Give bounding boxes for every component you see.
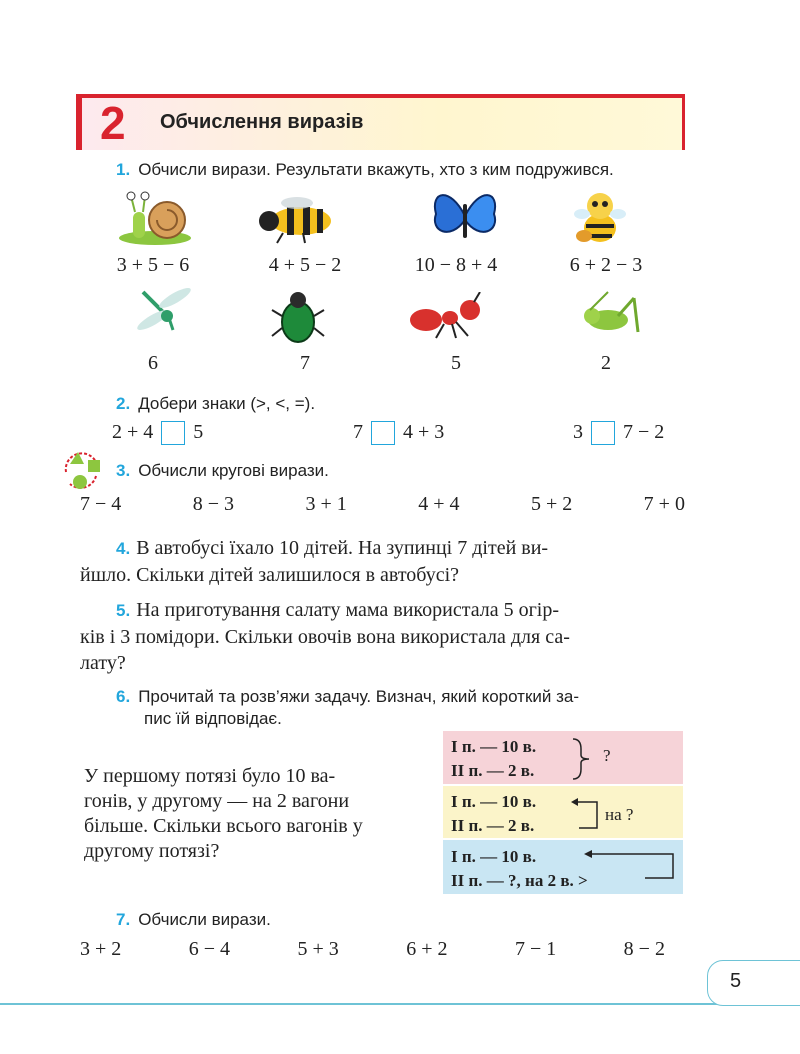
record-line: І п. — 10 в. xyxy=(451,792,537,811)
expression: 8 − 3 xyxy=(192,493,235,515)
problem-text: лату? xyxy=(80,652,126,674)
expression: 7 − 1 xyxy=(514,938,557,960)
dragonfly-icon xyxy=(133,284,197,334)
task-text: Добери знаки (>, <, =). xyxy=(138,394,316,413)
task-number: 2. xyxy=(116,394,131,413)
task-text: Прочитай та розв’яжи задачу. Визнач, який короткий за- xyxy=(138,687,580,706)
task-2-instruction xyxy=(116,394,315,414)
expression: 4 + 5 − 2 xyxy=(268,254,342,276)
circular-expressions-row xyxy=(80,493,685,516)
problem-line: У першому потязі було 10 ва- xyxy=(84,765,336,787)
record-line: ІІ п. — 2 в. xyxy=(451,816,535,835)
arrow-bracket-icon xyxy=(569,792,603,836)
problem-line: більше. Скільки всього вагонів у xyxy=(84,815,363,837)
problem-line: другому потязі? xyxy=(84,840,220,862)
page-number: 5 xyxy=(730,970,742,992)
sign-input-box[interactable] xyxy=(371,421,395,445)
expression: 5 + 3 xyxy=(297,938,339,960)
expression: 7 − 4 xyxy=(80,493,122,515)
task-text: Обчисли вирази. xyxy=(138,910,271,929)
task-text: пис їй відповідає. xyxy=(144,709,282,728)
task-number: 6. xyxy=(116,687,131,706)
lesson-title: Обчислення виразів xyxy=(160,111,364,133)
result: 6 xyxy=(148,352,158,374)
snail-icon xyxy=(115,190,195,248)
comparison-item xyxy=(353,421,444,445)
comparison-right: 4 + 3 xyxy=(403,421,445,443)
comparison-left: 3 xyxy=(573,421,583,443)
task-number: 1. xyxy=(116,160,131,179)
sign-input-box[interactable] xyxy=(591,421,615,445)
record-line: ІІ п. — ?, на 2 в. > xyxy=(451,871,588,890)
record-line: І п. — 10 в. xyxy=(451,847,537,866)
ant-icon xyxy=(404,292,490,340)
task-text: Обчисли вирази. Результати вкажуть, хто з ким подружився. xyxy=(138,160,614,179)
grasshopper-icon xyxy=(578,290,642,342)
record-line: ІІ п. — 2 в. xyxy=(451,761,535,780)
beetle-icon xyxy=(268,288,328,346)
page-number-tab xyxy=(707,960,800,1006)
expression: 6 + 2 − 3 xyxy=(569,254,643,276)
task-number: 4. xyxy=(116,539,131,558)
comparison-left: 2 + 4 xyxy=(112,421,154,443)
short-record-variant-1[interactable] xyxy=(443,731,683,784)
header-stripe xyxy=(76,94,82,150)
comparison-right: 5 xyxy=(193,421,204,443)
brace-icon xyxy=(569,737,593,781)
butterfly-icon xyxy=(430,186,500,248)
task-6-problem xyxy=(84,764,428,864)
arrow-bracket-icon xyxy=(581,846,681,886)
circular-expressions-icon xyxy=(56,448,106,490)
record-line: І п. — 10 в. xyxy=(451,737,537,756)
problem-text: ків і 3 помідори. Скільки овочів вона використала для са- xyxy=(80,626,570,648)
expression: 10 − 8 + 4 xyxy=(414,254,498,276)
task-1-instruction xyxy=(116,160,614,180)
expression: 3 + 2 xyxy=(80,938,122,960)
task-7-expressions xyxy=(80,938,665,961)
task-number: 3. xyxy=(116,461,131,480)
expression: 3 + 1 xyxy=(305,493,347,515)
task-7-instruction xyxy=(116,910,271,930)
expression: 6 + 2 xyxy=(406,938,448,960)
task-number: 7. xyxy=(116,910,131,929)
expression: 5 + 2 xyxy=(530,493,573,515)
page-footer-line xyxy=(0,1003,800,1005)
bee-icon xyxy=(568,184,632,248)
expression: 4 + 4 xyxy=(418,493,460,515)
task-4-problem xyxy=(80,535,685,588)
expression: 7 + 0 xyxy=(643,493,685,515)
task-text: Обчисли кругові вирази. xyxy=(138,461,329,480)
problem-text: На приготування салату мама використала 5 огір- xyxy=(136,599,560,621)
comparison-item xyxy=(573,421,664,445)
short-record-variant-3[interactable] xyxy=(443,840,683,894)
result: 5 xyxy=(451,352,461,374)
problem-text: йшло. Скільки дітей залишилося в автобусі? xyxy=(80,564,460,586)
comparison-item xyxy=(112,421,203,445)
short-record-variant-2[interactable] xyxy=(443,786,683,838)
task-5-problem xyxy=(80,597,685,676)
bumblebee-icon xyxy=(253,195,343,245)
problem-text: В автобусі їхало 10 дітей. На зупинці 7 дітей ви- xyxy=(136,537,549,559)
comparison-left: 7 xyxy=(353,421,363,443)
record-mark: ? xyxy=(603,746,611,765)
task-number: 5. xyxy=(116,601,131,620)
result: 7 xyxy=(300,352,310,374)
expression: 6 − 4 xyxy=(188,938,231,960)
expression: 8 − 2 xyxy=(623,938,665,960)
expression: 3 + 5 − 6 xyxy=(116,254,190,276)
task-6-instruction xyxy=(116,686,686,730)
lesson-number: 2 xyxy=(100,97,126,149)
record-mark: на ? xyxy=(605,805,634,824)
sign-input-box[interactable] xyxy=(161,421,185,445)
problem-line: гонів, у другому — на 2 вагони xyxy=(84,790,350,812)
comparison-right: 7 − 2 xyxy=(623,421,665,443)
result: 2 xyxy=(601,352,611,374)
task-3-instruction xyxy=(116,461,329,481)
